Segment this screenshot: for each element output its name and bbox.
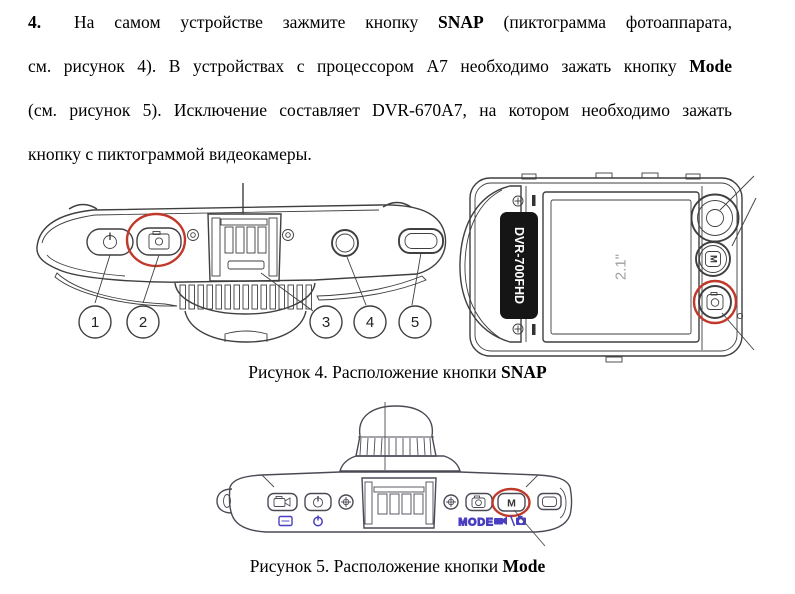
line4-text: кнопку с пиктограммой видеокамеры. xyxy=(28,144,312,164)
figure5-device-drawing xyxy=(208,398,593,550)
callout-1 xyxy=(79,306,111,338)
figure5-caption xyxy=(0,556,795,577)
camera-icon xyxy=(472,496,485,508)
line1-rest: (пиктограмма фотоаппарата, xyxy=(483,12,732,32)
video-button xyxy=(268,494,297,511)
mode-button xyxy=(696,242,730,276)
line3-text: (см. рисунок 5). Исключение составляет DVR-670А7, на котором необходимо зажать xyxy=(28,100,732,120)
paragraph-line-1 xyxy=(28,0,732,44)
figure4-caption-keyword: SNAP xyxy=(501,362,547,382)
power-icon xyxy=(104,233,117,249)
mode-button xyxy=(493,489,530,516)
model-badge-label: DVR-700FHD xyxy=(512,226,526,305)
figure5-caption-text: Рисунок 5. Расположение кнопки xyxy=(249,556,503,576)
power-button xyxy=(305,494,331,511)
line1-text: На самом устройстве зажмите кнопку xyxy=(74,12,439,32)
line2-text: см. рисунок 4). В устройствах с процессором А7 необходимо зажать кнопку xyxy=(28,56,690,76)
callout-5-label: 5 xyxy=(410,314,420,331)
lens-dome xyxy=(340,406,460,471)
callout-3-label: 3 xyxy=(321,314,331,331)
record-icon xyxy=(707,210,724,227)
screen-size-label: 2.1" xyxy=(612,253,630,281)
callout-4 xyxy=(354,306,386,338)
red-highlight-circle xyxy=(694,281,736,323)
video-camera-icon xyxy=(274,497,290,507)
figure4-caption-text: Рисунок 4. Расположение кнопки xyxy=(248,362,502,382)
mode-button-label: M xyxy=(507,497,516,510)
callout-lines xyxy=(720,176,756,350)
mode-button-label: M xyxy=(707,255,719,263)
side-port xyxy=(538,494,561,510)
model-badge xyxy=(500,212,538,319)
step-paragraph xyxy=(28,0,732,176)
mode-label: MODE xyxy=(458,516,494,529)
callout-5 xyxy=(399,306,431,338)
snap-keyword: SNAP xyxy=(438,12,484,32)
screw-icon xyxy=(339,495,353,509)
paragraph-line-2 xyxy=(28,44,732,88)
figure4-right-device-drawing xyxy=(448,170,758,366)
callout-1-label: 1 xyxy=(90,314,100,331)
av-port xyxy=(332,230,358,256)
figure5-caption-keyword: Mode xyxy=(502,556,546,576)
mode-keyword: Mode xyxy=(689,56,732,76)
callout-2 xyxy=(127,306,159,338)
screw-icon xyxy=(188,230,294,241)
figure4-left-device-drawing xyxy=(25,183,455,361)
callout-3 xyxy=(310,306,342,338)
screw-icon xyxy=(444,495,458,509)
snap-button xyxy=(694,281,743,323)
power-icon xyxy=(313,496,322,507)
lens-ring xyxy=(175,283,315,342)
callout-2-label: 2 xyxy=(138,314,148,331)
callout-4-label: 4 xyxy=(365,314,375,331)
usb-port xyxy=(399,229,443,253)
screen-label-icon xyxy=(279,517,292,526)
mount-bracket xyxy=(362,478,436,528)
camera-icon xyxy=(149,232,169,250)
paragraph-line-3 xyxy=(28,88,732,132)
mount-bracket xyxy=(208,183,281,281)
snap-button xyxy=(466,494,492,511)
screen xyxy=(543,186,702,350)
step-number: 4. xyxy=(28,12,42,32)
power-label-icon xyxy=(314,516,322,526)
callout-line xyxy=(514,510,545,546)
snap-button xyxy=(127,214,185,266)
figure4-caption xyxy=(0,362,795,383)
